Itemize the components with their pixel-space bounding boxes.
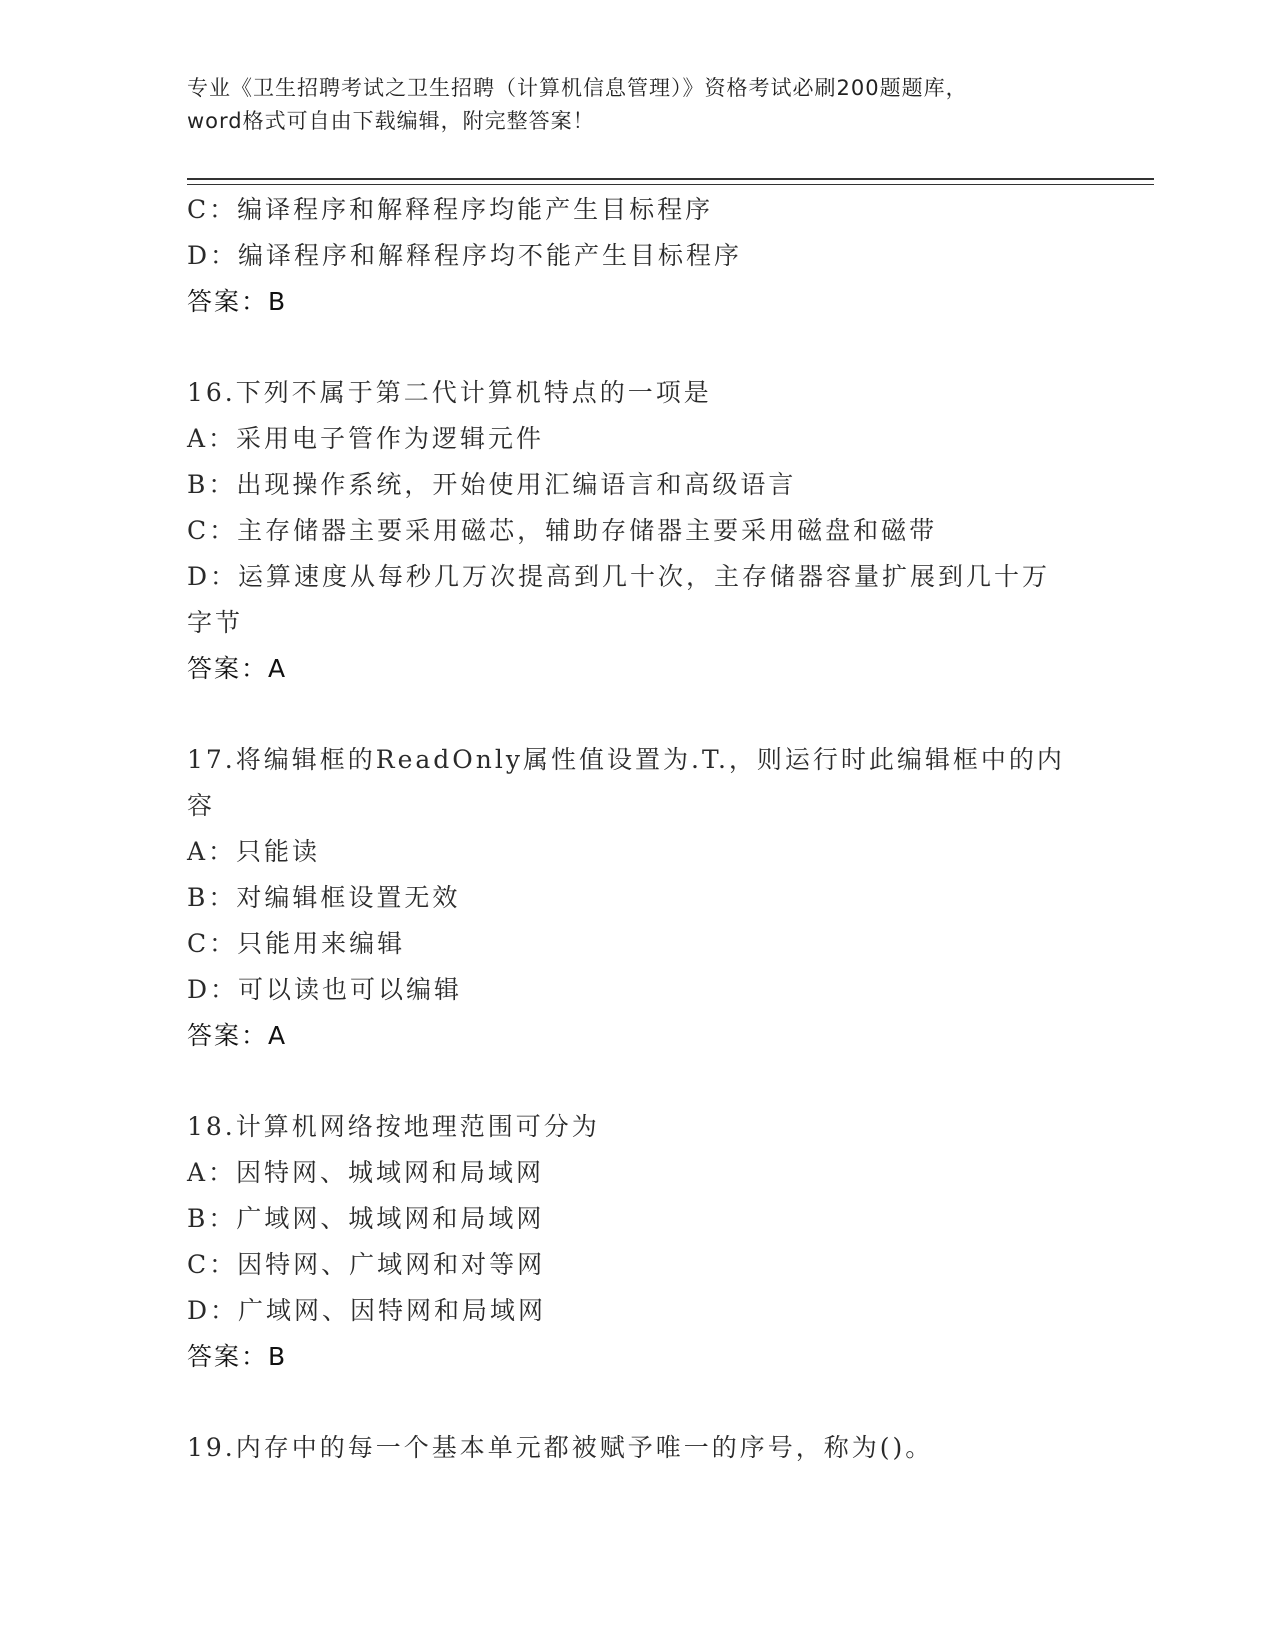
option-a: A：因特网、城域网和局域网 [187,1158,545,1187]
option-b: B：广域网、城域网和局域网 [187,1204,545,1233]
question-stem: 16.下列不属于第二代计算机特点的一项是 [187,378,712,407]
question-19 [187,1425,1087,1471]
question-stem: 19.内存中的每一个基本单元都被赋予唯一的序号，称为()。 [187,1433,934,1462]
option-c: C：主存储器主要采用磁芯，辅助存储器主要采用磁盘和磁带 [187,516,938,545]
option-c: C：编译程序和解释程序均能产生目标程序 [187,195,714,224]
question-stem: 17.将编辑框的ReadOnly属性值设置为.T.，则运行时此编辑框中的内 [187,745,1065,774]
question-stem-continued: 容 [187,791,216,820]
option-c: C：因特网、广域网和对等网 [187,1250,546,1279]
answer: 答案：B [187,287,288,316]
question-18 [187,1104,1087,1380]
header-line-1: 专业《卫生招聘考试之卫生招聘（计算机信息管理）》资格考试必刷200题题库， [187,76,968,100]
answer: 答案：A [187,654,288,683]
option-a: A：只能读 [187,837,321,866]
question-17 [187,737,1087,1059]
prev-question [187,187,1087,325]
answer: 答案：B [187,1342,288,1371]
option-d: D：编译程序和解释程序均不能产生目标程序 [187,241,743,270]
document-header [187,72,1087,138]
option-d-continued: 字节 [187,608,244,637]
document-body [187,187,1087,1471]
option-a: A：采用电子管作为逻辑元件 [187,424,545,453]
option-d: D：广域网、因特网和局域网 [187,1296,547,1325]
option-b: B：对编辑框设置无效 [187,883,461,912]
question-16 [187,370,1087,692]
option-d: D：运算速度从每秒几万次提高到几十次，主存储器容量扩展到几十万 [187,562,1051,591]
header-rule-thick [187,178,1154,180]
header-line-2: word格式可自由下载编辑，附完整答案！ [187,109,595,133]
option-c: C：只能用来编辑 [187,929,406,958]
header-rule-thin [187,184,1154,185]
option-d: D：可以读也可以编辑 [187,975,463,1004]
answer: 答案：A [187,1021,288,1050]
option-b: B：出现操作系统，开始使用汇编语言和高级语言 [187,470,797,499]
question-stem: 18.计算机网络按地理范围可分为 [187,1112,600,1141]
